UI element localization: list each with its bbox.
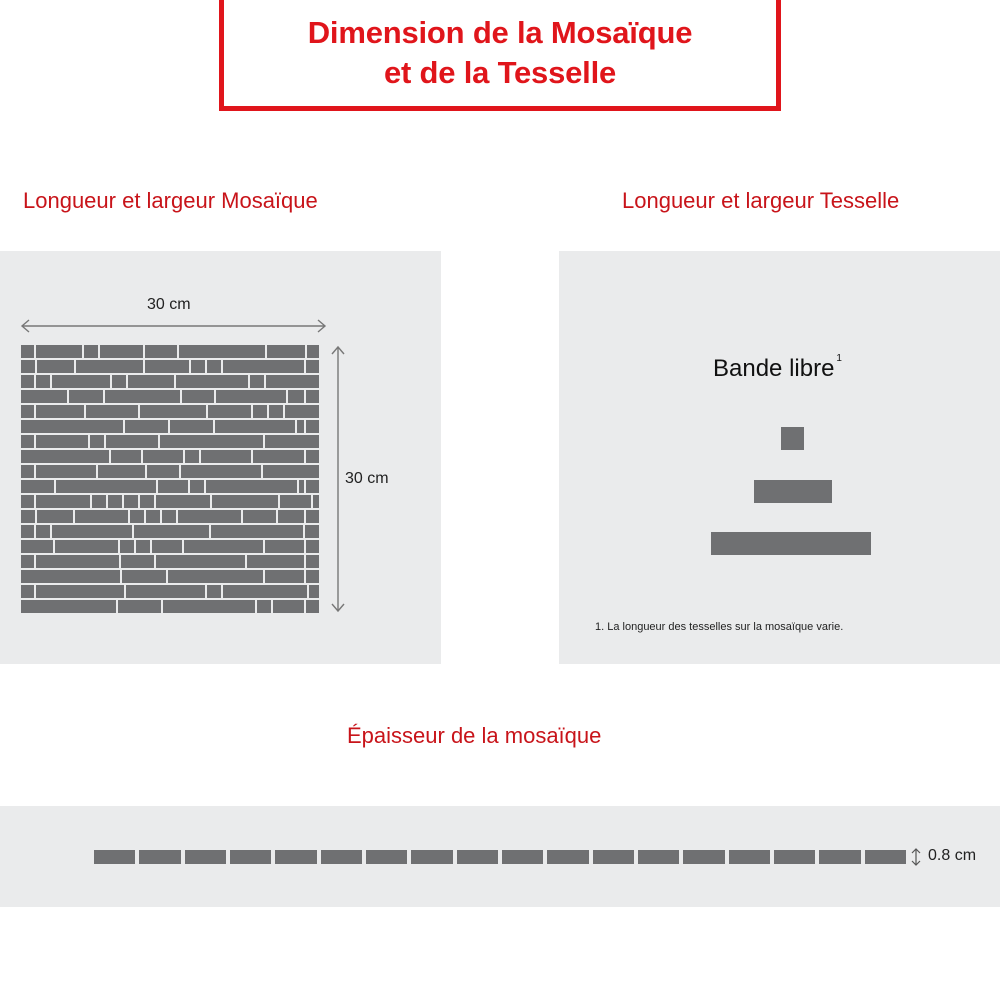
mosaic-tile [21,390,67,403]
mosaic-tile [36,585,124,598]
mosaic-edge-tile [306,540,319,553]
mosaic-tile [250,375,264,388]
mosaic-tile [305,525,319,538]
mosaic-tile [156,495,210,508]
mosaic-tile [179,345,265,358]
mosaic-tile [21,360,35,373]
mosaic-tile [278,510,304,523]
thickness-tile [94,850,135,864]
mosaic-tile [124,495,138,508]
mosaic-tile [136,540,150,553]
mosaic-tile [263,465,319,478]
mosaic-tile [128,375,174,388]
mosaic-tile [36,345,82,358]
thickness-tile [502,850,543,864]
mosaic-tile [21,420,123,433]
thickness-tile [865,850,906,864]
mosaic-tile [55,540,118,553]
mosaic-tile [280,495,311,508]
thickness-tile [411,850,452,864]
mosaic-tile [190,480,204,493]
mosaic-tile [269,405,283,418]
mosaic-width-label: 30 cm [147,296,191,313]
mosaic-edge-tile [21,495,34,508]
mosaic-tile [37,510,73,523]
mosaic-tile [307,345,319,358]
mosaic-tile [306,555,319,568]
thickness-tile [547,850,588,864]
mosaic-tile [163,600,255,613]
mosaic-tile [86,405,138,418]
mosaic-tile [181,465,261,478]
mosaic-tiles [21,345,319,613]
mosaic-tile [118,600,161,613]
thickness-tile [230,850,271,864]
mosaic-tile [288,390,304,403]
mosaic-edge-tile [21,465,34,478]
mosaic-tile [158,480,188,493]
mosaic-edge-tile [306,360,319,373]
mosaic-tile [185,450,199,463]
height-arrow [332,347,344,611]
mosaic-tile [208,405,251,418]
mosaic-tile [140,495,154,508]
mosaic-tile [309,585,319,598]
mosaic-tile [69,390,103,403]
mosaic-tile [125,420,168,433]
mosaic-tile [215,420,295,433]
mosaic-tile [76,360,143,373]
mosaic-tile [160,435,263,448]
mosaic-tile [121,555,154,568]
mosaic-tile [21,450,109,463]
thickness-label: 0.8 cm [928,847,977,864]
mosaic-tile [191,360,205,373]
mosaic-tile [92,495,106,508]
mosaic-edge-tile [21,375,34,388]
mosaic-tile [108,495,122,508]
mosaic-tile [112,375,126,388]
mosaic-tile [313,495,319,508]
mosaic-edge-tile [21,345,34,358]
mosaic-tile [223,585,307,598]
mosaic-tile [178,510,241,523]
mosaic-tile [52,525,132,538]
mosaic-tile [134,525,209,538]
tessera-dimensions-heading: Longueur et largeur Tesselle [622,188,900,213]
mosaic-tile [176,375,248,388]
mosaic-tile [212,495,278,508]
mosaic-tile [201,450,251,463]
mosaic-edge-tile [306,600,319,613]
mosaic-tile [285,405,319,418]
mosaic-edge-tile [21,435,34,448]
mosaic-edge-tile [21,585,34,598]
mosaic-panel [0,251,441,664]
mosaic-tile [168,570,263,583]
thickness-heading: Épaisseur de la mosaïque [347,723,602,748]
mosaic-tile [21,540,53,553]
mosaic-tile [145,360,189,373]
mosaic-tile [36,405,84,418]
mosaic-tile [84,345,98,358]
mosaic-tile [111,450,141,463]
title-line-2: et de la Tesselle [383,54,617,90]
mosaic-tile [106,435,158,448]
tessera-small [781,427,804,450]
mosaic-tile [184,540,263,553]
mosaic-tile [21,600,116,613]
thickness-tile [638,850,679,864]
mosaic-tile [21,480,54,493]
mosaic-tile [75,510,128,523]
mosaic-edge-tile [306,390,319,403]
mosaic-tile [265,435,319,448]
thickness-tile [185,850,226,864]
tessera-footnote: 1. La longueur des tesselles sur la mosaïque varie. [595,621,844,633]
mosaic-tile [147,465,179,478]
mosaic-tile [207,360,221,373]
thickness-tile [275,850,316,864]
band-title [713,355,842,383]
mosaic-tile [122,570,166,583]
mosaic-tile [56,480,156,493]
mosaic-tile [207,585,221,598]
mosaic-tile [36,525,50,538]
mosaic-tile [21,570,120,583]
band-title-note: 1 [836,353,842,364]
mosaic-tile [216,390,286,403]
mosaic-tile [36,495,90,508]
mosaic-tile [126,585,205,598]
mosaic-tile [105,390,180,403]
mosaic-dimensions-heading: Longueur et largeur Mosaïque [23,188,318,213]
thickness-tile [729,850,770,864]
tessera-large [711,532,871,555]
mosaic-tile [243,510,276,523]
mosaic-tile [182,390,214,403]
mosaic-edge-tile [21,555,34,568]
thickness-strip [94,850,906,864]
mosaic-tile [36,435,88,448]
mosaic-tile [247,555,304,568]
mosaic-tile [36,555,119,568]
mosaic-tile [52,375,110,388]
mosaic-tile [273,600,304,613]
thickness-tile [683,850,724,864]
mosaic-edge-tile [21,525,34,538]
mosaic-edge-tile [306,570,319,583]
mosaic-tile [223,360,304,373]
mosaic-tile [145,345,177,358]
mosaic-tile [143,450,183,463]
mosaic-tile [257,600,271,613]
mosaic-tile [162,510,176,523]
mosaic-tile [98,465,145,478]
mosaic-tile [211,525,303,538]
mosaic-tile [152,540,182,553]
thickness-arrow-icon [909,847,923,867]
mosaic-tile [266,375,319,388]
mosaic-edge-tile [21,405,34,418]
thickness-tile [321,850,362,864]
title-line-1: Dimension de la Mosaïque [307,14,693,50]
thickness-tile [366,850,407,864]
mosaic-tile [253,450,304,463]
thickness-tile [457,850,498,864]
mosaic-tile [140,405,206,418]
thickness-tile [819,850,860,864]
mosaic-tile [299,480,304,493]
mosaic-tile [265,540,304,553]
mosaic-edge-tile [306,450,319,463]
thickness-tile [774,850,815,864]
thickness-panel [0,806,1000,907]
mosaic-tile [265,570,304,583]
band-title-text: Bande libre [713,355,835,382]
mosaic-tile [36,375,50,388]
mosaic-height-label: 30 cm [345,470,389,487]
tessera-medium [754,480,832,503]
mosaic-tile [146,510,160,523]
mosaic-tile [156,555,245,568]
title-box [219,0,781,111]
mosaic-tile [206,480,297,493]
thickness-tile [593,850,634,864]
mosaic-sheet-diagram [0,251,441,664]
mosaic-tile [36,465,96,478]
mosaic-edge-tile [306,480,319,493]
mosaic-edge-tile [306,420,319,433]
mosaic-tile [170,420,213,433]
mosaic-tile [130,510,144,523]
mosaic-tile [90,435,104,448]
mosaic-tile [297,420,304,433]
mosaic-tile [120,540,134,553]
mosaic-edge-tile [306,510,319,523]
mosaic-tile [267,345,305,358]
tessera-panel [559,251,1000,664]
mosaic-tile [21,510,35,523]
thickness-tile [139,850,180,864]
mosaic-tile [37,360,74,373]
width-arrow [22,320,325,332]
mosaic-tile [100,345,143,358]
mosaic-tile [253,405,267,418]
